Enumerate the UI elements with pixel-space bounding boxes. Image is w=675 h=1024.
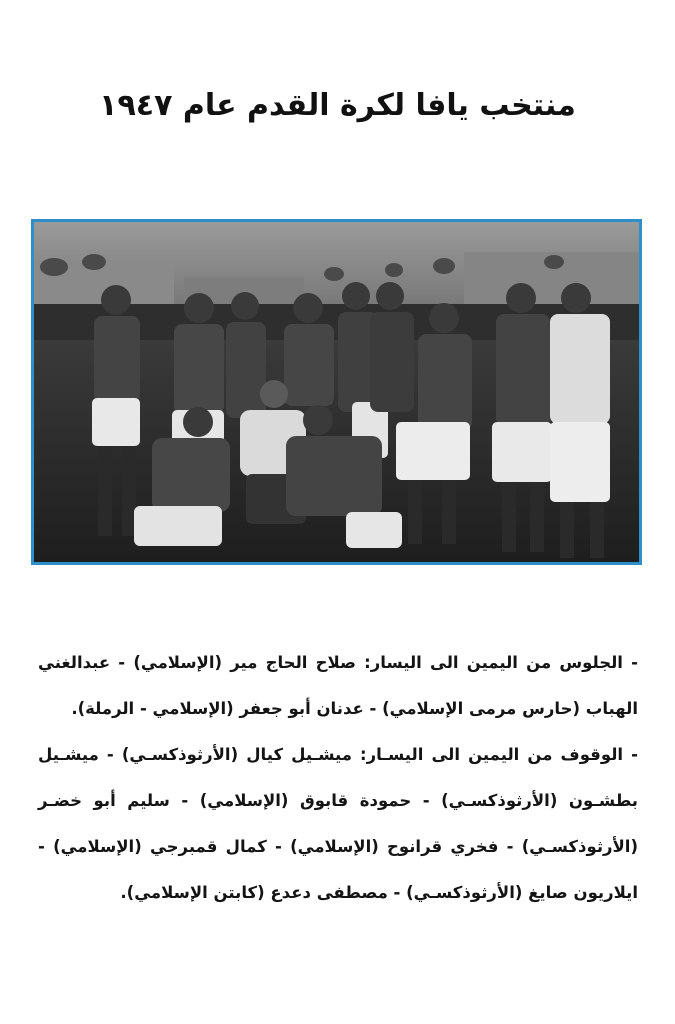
photo-caption — [38, 640, 638, 916]
team-photo-icon — [34, 222, 639, 562]
page-title: منتخب يافا لكرة القدم عام ١٩٤٧ — [99, 88, 576, 123]
caption-seated: - الجلوس من اليمين الى اليسار: صلاح الحاج مير (الإسلامي) - عبدالغني الهباب (حارس مرمى الإسلامي) - عدنان أبو جعفر (الإسلامي - الرملة). — [38, 653, 638, 718]
caption-standing: - الوقوف من اليمين الى اليسـار: ميشـيل كيال (الأرثوذكسـي) - ميشـيل بطشـون (الأرثوذكسـي) - حمودة قابوق (الإسلامي) - سليم أبو خضـر (الأرثوذكسـي) - فخري قرانوح (الإسلامي) - كمال قمبرجي (الإسلامي) - ايلاريون صايغ (الأرثوذكسـي) - مصطفى دعدع (كابتن الإسلامي). — [38, 745, 638, 902]
team-photo — [31, 219, 642, 565]
